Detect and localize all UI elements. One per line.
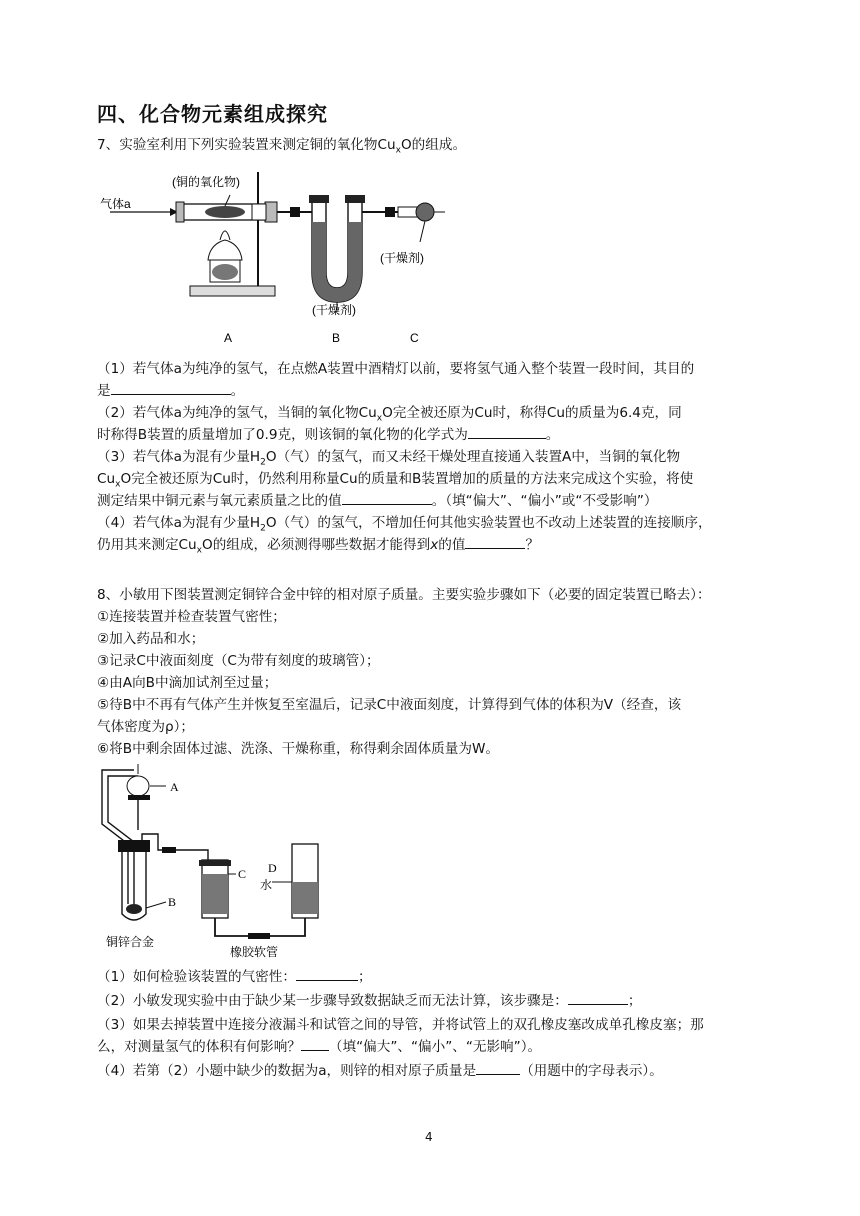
answer-blank[interactable]: [296, 966, 358, 981]
q7-p4-line2: 仍用其来测定$Cu_xO$的组成，必须测得哪些数据才能得到x的值 ？: [97, 534, 777, 562]
q7-p4-line1: （4）若气体a为混有少量$H_2O$（气）的氢气，不增加任何其他实验装置也不改动上述装置的连接顺序，: [97, 515, 712, 534]
desiccant-b-label: (干燥剂): [312, 303, 356, 317]
label-a: A: [224, 331, 233, 345]
gas-label: 气体a: [100, 197, 131, 211]
answer-blank[interactable]: [568, 990, 628, 1005]
q8-q3-line1: （3）如果去掉装置中连接分液漏斗和试管之间的导管，并将试管上的双孔橡皮塞改成单孔橡皮塞；那: [97, 1017, 704, 1033]
answer-blank[interactable]: [301, 1036, 329, 1051]
q7-p3-line2: $Cu_xO$完全被还原为Cu时，仍然利用称量Cu的质量和B装置增加的质量的方法来完成这个实验，将使: [97, 471, 694, 490]
fig8-label-d: D: [268, 861, 277, 875]
fig8-label-rubber-tube: 橡胶软管: [230, 945, 279, 959]
q7-p3-line3: 测定结果中铜元素与氧元素质量之比的值 。（填“偏大”、“偏小”或“不受影响”）: [97, 490, 777, 512]
q8-step-5-line1: ⑤待B中不再有气体产生并恢复至室温后，记录C中液面刻度，计算得到气体的体积为V（经查，该: [97, 697, 682, 713]
q8-step-1: ①连接装置并检查装置气密性；: [97, 609, 286, 625]
fig8-label-alloy: 铜锌合金: [106, 935, 155, 949]
q7-p1-line1: （1）若气体a为纯净的氢气，在点燃A装置中酒精灯以前，要将氢气通入整个装置一段时间，其目的: [97, 361, 695, 377]
oxide-label: (铜的氧化物): [172, 175, 240, 189]
answer-blank[interactable]: [111, 380, 231, 395]
fig8-label-b: B: [168, 895, 177, 909]
answer-blank[interactable]: [468, 424, 546, 439]
q8-step-3: ③记录C中液面刻度（C为带有刻度的玻璃管）；: [97, 653, 380, 669]
label-c: C: [410, 331, 419, 345]
q8-stem: 8、小敏用下图装置测定铜锌合金中锌的相对原子质量。主要实验步骤如下（必要的固定装置已略去）：: [97, 587, 711, 603]
q8-step-2: ②加入药品和水；: [97, 631, 205, 647]
answer-blank[interactable]: [476, 1060, 520, 1075]
answer-blank[interactable]: [342, 490, 432, 505]
q7-p2-line2: 时称得B装置的质量增加了0.9克，则该铜的氧化物的化学式为 。: [97, 424, 777, 446]
q8-step-5-line2: 气体密度为ρ）；: [97, 719, 194, 735]
q7-p2-line1: （2）若气体a为纯净的氢气，当铜的氧化物$Cu_xO$完全被还原为Cu时，称得Cu的质量为6.4克，同: [97, 405, 682, 424]
q8-q3-line2: 么，对测量氢气的体积有何影响？ （填“偏大”、“偏小”、“无影响”）。: [97, 1036, 777, 1058]
q8-q1: （1）如何检验该装置的气密性： ；: [97, 966, 777, 988]
q8-q2: （2）小敏发现实验中由于缺少某一步骤导致数据缺乏而无法计算，该步骤是： ；: [97, 990, 777, 1012]
q7-p1-line2: 是 。: [97, 380, 777, 402]
fig8-label-a: A: [170, 780, 179, 794]
desiccant-c-label: (干燥剂): [380, 251, 424, 265]
q7-stem: 7、实验室利用下列实验装置来测定铜的氧化物$Cu_xO$的组成。: [97, 137, 467, 156]
q7-apparatus-figure: [100, 162, 460, 352]
label-b: B: [332, 331, 341, 345]
answer-blank[interactable]: [465, 534, 525, 549]
fig8-label-c: C: [238, 867, 247, 881]
q8-step-4: ④由A向B中滴加试剂至过量；: [97, 675, 278, 691]
section-title: 四、化合物元素组成探究: [97, 102, 328, 126]
fig8-label-water: 水: [260, 878, 273, 892]
q7-p3-line1: （3）若气体a为混有少量$H_2O$（气）的氢气，而又未经干燥处理直接通入装置A中，当铜的氧化物: [97, 449, 681, 468]
q8-apparatus-figure: [98, 764, 338, 964]
page-number: 4: [425, 1130, 433, 1144]
q8-q4: （4）若第（2）小题中缺少的数据为a，则锌的相对原子质量是 （用题中的字母表示）。: [97, 1060, 777, 1082]
q8-step-6: ⑥将B中剩余固体过滤、洗涤、干燥称重，称得剩余固体质量为W。: [97, 741, 499, 757]
